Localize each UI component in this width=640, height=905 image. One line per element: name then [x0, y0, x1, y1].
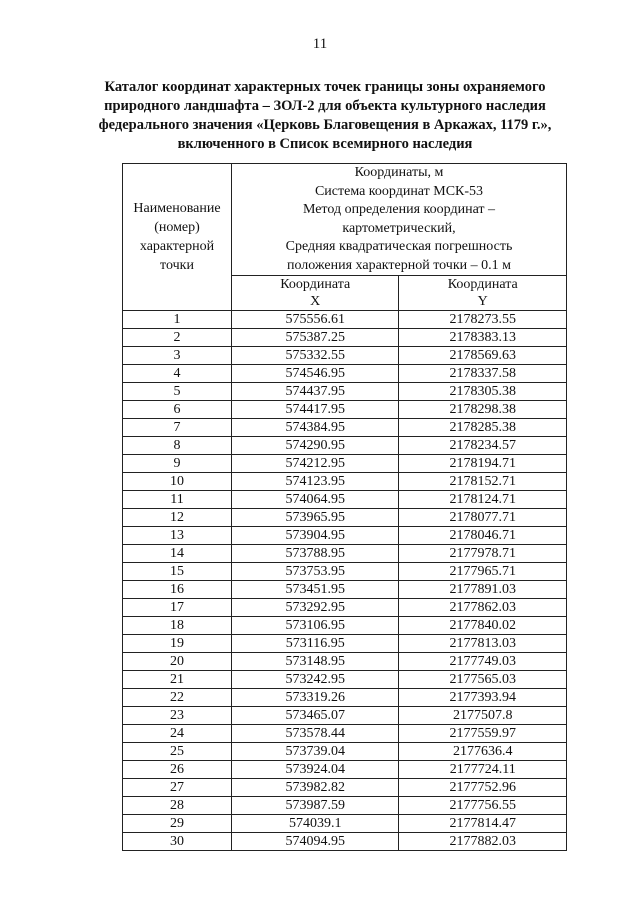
x-coordinate-cell: 573739.04 — [232, 743, 399, 761]
y-coordinate-cell: 2177565.03 — [399, 671, 567, 689]
x-coordinate-cell: 574384.95 — [232, 419, 399, 437]
table-row — [123, 383, 567, 401]
y-coordinate-cell: 2177813.03 — [399, 635, 567, 653]
point-number-cell: 16 — [123, 581, 232, 599]
point-number-cell: 6 — [123, 401, 232, 419]
y-coordinate-header: Координата Y — [399, 276, 567, 311]
table-row — [123, 509, 567, 527]
x-coordinate-cell: 574437.95 — [232, 383, 399, 401]
y-coordinate-cell: 2177724.11 — [399, 761, 567, 779]
title-line: федерального значения «Церковь Благовещения в Аркажах, 1179 г.», — [98, 117, 552, 133]
table-row — [123, 365, 567, 383]
table-row — [123, 581, 567, 599]
x-coordinate-cell: 574212.95 — [232, 455, 399, 473]
point-number-cell: 8 — [123, 437, 232, 455]
y-coordinate-cell: 2178194.71 — [399, 455, 567, 473]
y-coordinate-cell: 2178046.71 — [399, 527, 567, 545]
point-number-cell: 12 — [123, 509, 232, 527]
point-number-cell: 1 — [123, 311, 232, 329]
y-coordinate-cell: 2177756.55 — [399, 797, 567, 815]
table-row — [123, 311, 567, 329]
point-number-cell: 19 — [123, 635, 232, 653]
x-coordinate-cell: 573319.26 — [232, 689, 399, 707]
y-coordinate-cell: 2177636.4 — [399, 743, 567, 761]
table-body — [123, 311, 567, 851]
point-number-cell: 13 — [123, 527, 232, 545]
x-coordinate-cell: 573904.95 — [232, 527, 399, 545]
point-number-cell: 2 — [123, 329, 232, 347]
table-row — [123, 491, 567, 509]
point-number-cell: 5 — [123, 383, 232, 401]
x-coordinate-cell: 574039.1 — [232, 815, 399, 833]
point-number-cell: 28 — [123, 797, 232, 815]
point-number-cell: 30 — [123, 833, 232, 851]
table-header — [123, 164, 567, 311]
point-number-cell: 7 — [123, 419, 232, 437]
x-coordinate-cell: 574064.95 — [232, 491, 399, 509]
point-number-cell: 27 — [123, 779, 232, 797]
y-coordinate-cell: 2177559.97 — [399, 725, 567, 743]
table-row — [123, 599, 567, 617]
point-number-cell: 4 — [123, 365, 232, 383]
x-coordinate-cell: 573451.95 — [232, 581, 399, 599]
y-coordinate-cell: 2177840.02 — [399, 617, 567, 635]
x-coordinate-cell: 575556.61 — [232, 311, 399, 329]
table-row — [123, 545, 567, 563]
table-row — [123, 527, 567, 545]
y-coordinate-cell: 2178383.13 — [399, 329, 567, 347]
x-coordinate-cell: 573292.95 — [232, 599, 399, 617]
table-row — [123, 437, 567, 455]
table-row — [123, 797, 567, 815]
table-row — [123, 635, 567, 653]
x-coordinate-cell: 573116.95 — [232, 635, 399, 653]
point-number-cell: 20 — [123, 653, 232, 671]
point-number-cell: 25 — [123, 743, 232, 761]
x-coordinate-cell: 573965.95 — [232, 509, 399, 527]
point-number-cell: 10 — [123, 473, 232, 491]
point-number-cell: 21 — [123, 671, 232, 689]
y-coordinate-cell: 2178298.38 — [399, 401, 567, 419]
x-coordinate-cell: 575332.55 — [232, 347, 399, 365]
document-title — [90, 78, 560, 154]
y-coordinate-cell: 2177749.03 — [399, 653, 567, 671]
page-number: 11 — [312, 36, 328, 52]
table-row — [123, 653, 567, 671]
y-coordinate-cell: 2177393.94 — [399, 689, 567, 707]
y-coordinate-cell: 2177862.03 — [399, 599, 567, 617]
table-row — [123, 401, 567, 419]
point-number-cell: 9 — [123, 455, 232, 473]
x-coordinate-header: Координата X — [232, 276, 399, 311]
x-coordinate-cell: 573578.44 — [232, 725, 399, 743]
table-row — [123, 707, 567, 725]
y-coordinate-cell: 2178234.57 — [399, 437, 567, 455]
y-coordinate-cell: 2177965.71 — [399, 563, 567, 581]
point-number-cell: 29 — [123, 815, 232, 833]
y-coordinate-cell: 2178124.71 — [399, 491, 567, 509]
y-coordinate-cell: 2177752.96 — [399, 779, 567, 797]
coordinates-header: Координаты, м Система координат МСК-53 Метод определения координат – картометрический, Средняя квадратическая погрешность положения характерной точки – 0.1 м — [232, 164, 567, 276]
table-row — [123, 725, 567, 743]
point-name-header: Наименование (номер) характерной точки — [123, 164, 232, 311]
point-number-cell: 15 — [123, 563, 232, 581]
x-coordinate-cell: 573982.82 — [232, 779, 399, 797]
table-row — [123, 743, 567, 761]
x-coordinate-cell: 574123.95 — [232, 473, 399, 491]
table-row — [123, 563, 567, 581]
x-coordinate-cell: 573465.07 — [232, 707, 399, 725]
y-coordinate-cell: 2178305.38 — [399, 383, 567, 401]
x-coordinate-cell: 575387.25 — [232, 329, 399, 347]
title-line: природного ландшафта – ЗОЛ-2 для объекта культурного наследия — [104, 98, 546, 114]
point-number-cell: 23 — [123, 707, 232, 725]
y-coordinate-cell: 2177814.47 — [399, 815, 567, 833]
x-coordinate-cell: 573987.59 — [232, 797, 399, 815]
point-number-cell: 17 — [123, 599, 232, 617]
y-coordinate-cell: 2177891.03 — [399, 581, 567, 599]
x-coordinate-cell: 573788.95 — [232, 545, 399, 563]
point-number-cell: 14 — [123, 545, 232, 563]
y-coordinate-cell: 2178273.55 — [399, 311, 567, 329]
title-line: Каталог координат характерных точек границы зоны охраняемого — [104, 79, 546, 95]
point-number-cell: 18 — [123, 617, 232, 635]
y-coordinate-cell: 2177978.71 — [399, 545, 567, 563]
point-number-cell: 22 — [123, 689, 232, 707]
y-coordinate-cell: 2178077.71 — [399, 509, 567, 527]
x-coordinate-cell: 574546.95 — [232, 365, 399, 383]
table-row — [123, 815, 567, 833]
y-coordinate-cell: 2178337.58 — [399, 365, 567, 383]
point-number-cell: 3 — [123, 347, 232, 365]
table-row — [123, 419, 567, 437]
table-row — [123, 473, 567, 491]
table-row — [123, 779, 567, 797]
y-coordinate-cell: 2177507.8 — [399, 707, 567, 725]
x-coordinate-cell: 574094.95 — [232, 833, 399, 851]
y-coordinate-cell: 2178285.38 — [399, 419, 567, 437]
point-number-cell: 26 — [123, 761, 232, 779]
table-row — [123, 617, 567, 635]
table-row — [123, 455, 567, 473]
title-line: включенного в Список всемирного наследия — [177, 136, 473, 152]
x-coordinate-cell: 573753.95 — [232, 563, 399, 581]
table-row — [123, 347, 567, 365]
coordinates-table — [122, 163, 567, 851]
y-coordinate-cell: 2178569.63 — [399, 347, 567, 365]
x-coordinate-cell: 573924.04 — [232, 761, 399, 779]
table-row — [123, 689, 567, 707]
x-coordinate-cell: 574290.95 — [232, 437, 399, 455]
y-coordinate-cell: 2177882.03 — [399, 833, 567, 851]
x-coordinate-cell: 573242.95 — [232, 671, 399, 689]
x-coordinate-cell: 573148.95 — [232, 653, 399, 671]
x-coordinate-cell: 574417.95 — [232, 401, 399, 419]
x-coordinate-cell: 573106.95 — [232, 617, 399, 635]
table-row — [123, 833, 567, 851]
y-coordinate-cell: 2178152.71 — [399, 473, 567, 491]
table-row — [123, 329, 567, 347]
table-row — [123, 671, 567, 689]
point-number-cell: 11 — [123, 491, 232, 509]
table-row — [123, 761, 567, 779]
point-number-cell: 24 — [123, 725, 232, 743]
